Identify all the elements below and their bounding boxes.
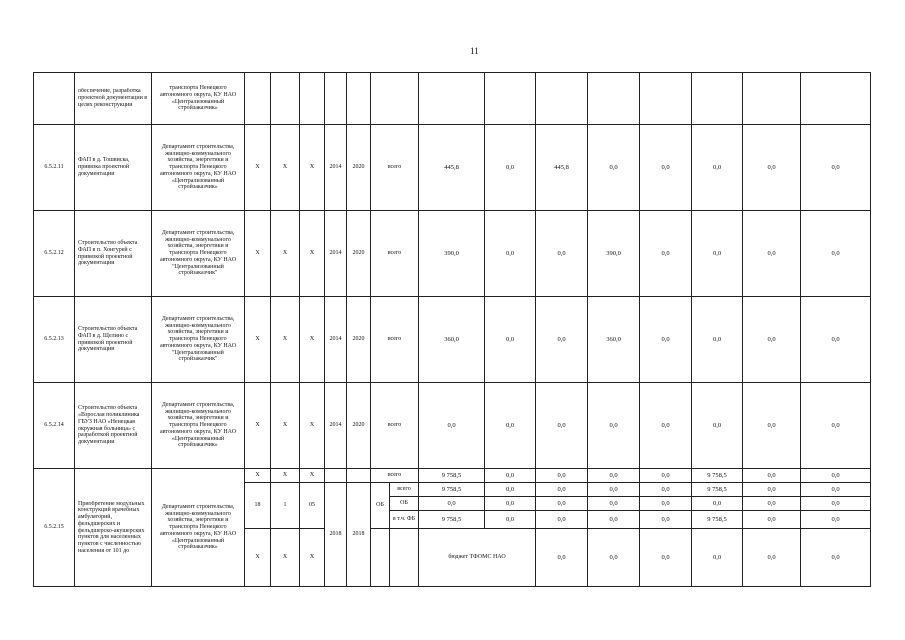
value-cell: 0,0 bbox=[640, 211, 692, 297]
value-cell: 0,0 bbox=[588, 469, 640, 483]
code-cell: Х bbox=[271, 125, 300, 211]
value-cell: 0,0 bbox=[692, 383, 743, 469]
funding-group: ОБ bbox=[371, 483, 390, 529]
value-cell: 0,0 bbox=[801, 297, 871, 383]
value-cell: 0,0 bbox=[743, 469, 801, 483]
code-cell: Х bbox=[271, 529, 300, 587]
code-cell: Х bbox=[271, 297, 300, 383]
funding-source: всего bbox=[371, 297, 419, 383]
page-number: 11 bbox=[470, 46, 479, 56]
code-cell: Х bbox=[271, 383, 300, 469]
value-cell: 0,0 bbox=[743, 529, 801, 587]
value-cell: 0,0 bbox=[801, 483, 871, 497]
value-cell: 0,0 bbox=[640, 483, 692, 497]
code-cell: Х bbox=[300, 211, 325, 297]
value-cell: 0,0 bbox=[801, 383, 871, 469]
code-cell: Х bbox=[245, 469, 271, 483]
row-executor: Департамент строительства, жилищно-коммунального хозяйства, энергетики и транспорта Ненецкого автономного округа, КУ НАО "Централизованный стройзаказчик" bbox=[152, 211, 245, 297]
value-cell: 0,0 bbox=[692, 497, 743, 511]
value-cell: 9 758,5 bbox=[692, 511, 743, 529]
row-executor: Департамент строительства, жилищно-коммунального хозяйства, энергетики и транспорта Ненецкого автономного округа, КУ НАО «Централизованный стройзаказчик» bbox=[152, 125, 245, 211]
value-cell: 0,0 bbox=[588, 511, 640, 529]
value-cell: 0,0 bbox=[743, 497, 801, 511]
end-year: 2018 bbox=[347, 483, 371, 587]
value-cell: 0,0 bbox=[536, 297, 588, 383]
row-name: ФАП в д. Тошвиска, привязка проектной документации bbox=[75, 125, 152, 211]
code-cell: Х bbox=[300, 469, 325, 483]
value-cell: 0,0 bbox=[419, 497, 485, 511]
code-cell: Х bbox=[245, 125, 271, 211]
value-cell: 0,0 bbox=[743, 383, 801, 469]
table-row bbox=[34, 383, 871, 469]
budget-table bbox=[33, 72, 871, 587]
row-name: Строительство объекта ФАП в п. Хонгурей с привязкой проектной документации bbox=[75, 211, 152, 297]
value-cell: 0,0 bbox=[536, 383, 588, 469]
value-cell: 360,0 bbox=[419, 297, 485, 383]
value-cell: 0,0 bbox=[640, 511, 692, 529]
row-id: 6.5.2.12 bbox=[34, 211, 75, 297]
value-cell: 0,0 bbox=[640, 497, 692, 511]
value-cell: 0,0 bbox=[743, 211, 801, 297]
value-cell: 9 758,5 bbox=[419, 469, 485, 483]
value-cell: 0,0 bbox=[588, 529, 640, 587]
row-executor: Департамент строительства, жилищно-коммунального хозяйства, энергетики и транспорта Ненецкого автономного округа, КУ НАО "Централизованный стройзаказчик" bbox=[152, 297, 245, 383]
value-cell: 0,0 bbox=[692, 211, 743, 297]
row-executor: Департамент строительства, жилищно-коммунального хозяйства, энергетики и транспорта Ненецкого автономного округа, КУ НАО «Централизованный стройзаказчик» bbox=[152, 469, 245, 587]
value-cell: 0,0 bbox=[743, 125, 801, 211]
funding-source: всего bbox=[371, 125, 419, 211]
value-cell: 0,0 bbox=[801, 211, 871, 297]
value-cell: 0,0 bbox=[485, 483, 536, 497]
code-cell: 05 bbox=[300, 483, 325, 529]
table-row bbox=[34, 125, 871, 211]
code-cell: 1 bbox=[271, 483, 300, 529]
value-cell: 9 758,5 bbox=[692, 483, 743, 497]
value-cell: 445,8 bbox=[536, 125, 588, 211]
value-cell: 0,0 bbox=[536, 529, 588, 587]
value-cell: 0,0 bbox=[536, 483, 588, 497]
start-year: 2014 bbox=[325, 211, 347, 297]
value-cell: 0,0 bbox=[485, 497, 536, 511]
row-id: 6.5.2.11 bbox=[34, 125, 75, 211]
value-cell: 0,0 bbox=[485, 469, 536, 483]
end-year: 2020 bbox=[347, 211, 371, 297]
row-name: обеспечение, разработка проектной документации в целях реконструкции bbox=[75, 73, 152, 125]
row-id: 6.5.2.14 bbox=[34, 383, 75, 469]
code-cell: 18 bbox=[245, 483, 271, 529]
value-cell: 0,0 bbox=[536, 211, 588, 297]
value-cell: 0,0 bbox=[801, 511, 871, 529]
code-cell: Х bbox=[300, 529, 325, 587]
table-row bbox=[34, 297, 871, 383]
row-executor: транспорта Ненецкого автономного округа, КУ НАО «Централизованный стройзаказчик» bbox=[152, 73, 245, 125]
value-cell: 0,0 bbox=[588, 497, 640, 511]
start-year: 2014 bbox=[325, 297, 347, 383]
code-cell: Х bbox=[300, 125, 325, 211]
value-cell: 9 758,5 bbox=[419, 483, 485, 497]
start-year: 2014 bbox=[325, 383, 347, 469]
value-cell: 390,0 bbox=[588, 211, 640, 297]
end-year: 2020 bbox=[347, 297, 371, 383]
funding-source: всего bbox=[390, 483, 419, 497]
value-cell: 0,0 bbox=[801, 529, 871, 587]
table-row bbox=[34, 211, 871, 297]
value-cell: 0,0 bbox=[485, 297, 536, 383]
value-cell: 0,0 bbox=[743, 297, 801, 383]
value-cell: 0,0 bbox=[485, 383, 536, 469]
value-cell: 0,0 bbox=[485, 125, 536, 211]
value-cell: 390,0 bbox=[419, 211, 485, 297]
value-cell: 360,0 bbox=[588, 297, 640, 383]
start-year: 2018 bbox=[325, 483, 347, 587]
value-cell: 445,8 bbox=[419, 125, 485, 211]
row-name: Приобретение модульных конструкций врачебных амбулаторий, фельдшерских и фельдшерско-акушерских пунктов для населенных пунктов с численностью населения от 101 до bbox=[75, 469, 152, 587]
value-cell: 0,0 bbox=[692, 529, 743, 587]
value-cell: 0,0 bbox=[692, 297, 743, 383]
row-name: Строительство объекта ФАП в д. Щелино с привязкой проектной документации bbox=[75, 297, 152, 383]
value-cell: 0,0 bbox=[640, 297, 692, 383]
value-cell: 0,0 bbox=[743, 511, 801, 529]
value-cell: 0,0 bbox=[743, 483, 801, 497]
value-cell: 0,0 bbox=[588, 383, 640, 469]
value-cell: 0,0 bbox=[419, 383, 485, 469]
row-name: Строительство объекта «Взрослая поликлиника ГБУЗ НАО «Ненецкая окружная больница» с разработкой проектной документации bbox=[75, 383, 152, 469]
funding-source: всего bbox=[371, 469, 419, 483]
end-year: 2020 bbox=[347, 383, 371, 469]
value-cell: 0,0 bbox=[536, 511, 588, 529]
row-id: 6.5.2.13 bbox=[34, 297, 75, 383]
value-cell: 0,0 bbox=[801, 469, 871, 483]
code-cell: Х bbox=[300, 297, 325, 383]
code-cell: Х bbox=[245, 383, 271, 469]
funding-source: в т.ч. ФБ bbox=[390, 511, 419, 529]
funding-source: бюджет ТФОМС НАО bbox=[419, 529, 536, 587]
value-cell: 0,0 bbox=[640, 125, 692, 211]
funding-source: ОБ bbox=[390, 497, 419, 511]
row-executor: Департамент строительства, жилищно-коммунального хозяйства, энергетики и транспорта Ненецкого автономного округа, КУ НАО «Централизованный стройзаказчик» bbox=[152, 383, 245, 469]
value-cell: 9 758,5 bbox=[419, 511, 485, 529]
value-cell: 0,0 bbox=[588, 483, 640, 497]
row-id: 6.5.2.15 bbox=[34, 469, 75, 587]
code-cell: Х bbox=[271, 211, 300, 297]
value-cell: 0,0 bbox=[485, 511, 536, 529]
value-cell: 0,0 bbox=[536, 469, 588, 483]
code-cell: Х bbox=[271, 469, 300, 483]
code-cell: Х bbox=[245, 211, 271, 297]
funding-source: всего bbox=[371, 211, 419, 297]
code-cell: Х bbox=[245, 297, 271, 383]
table-row bbox=[34, 73, 871, 125]
end-year: 2020 bbox=[347, 125, 371, 211]
funding-source: всего bbox=[371, 383, 419, 469]
value-cell: 0,0 bbox=[801, 497, 871, 511]
value-cell: 0,0 bbox=[485, 211, 536, 297]
value-cell: 0,0 bbox=[801, 125, 871, 211]
value-cell: 0,0 bbox=[588, 125, 640, 211]
value-cell: 0,0 bbox=[640, 529, 692, 587]
value-cell: 0,0 bbox=[640, 469, 692, 483]
start-year: 2014 bbox=[325, 125, 347, 211]
value-cell: 9 758,5 bbox=[692, 469, 743, 483]
value-cell: 0,0 bbox=[536, 497, 588, 511]
row-id bbox=[34, 73, 75, 125]
value-cell: 0,0 bbox=[640, 383, 692, 469]
code-cell: Х bbox=[300, 383, 325, 469]
code-cell: Х bbox=[245, 529, 271, 587]
table-row bbox=[34, 469, 871, 483]
value-cell: 0,0 bbox=[692, 125, 743, 211]
